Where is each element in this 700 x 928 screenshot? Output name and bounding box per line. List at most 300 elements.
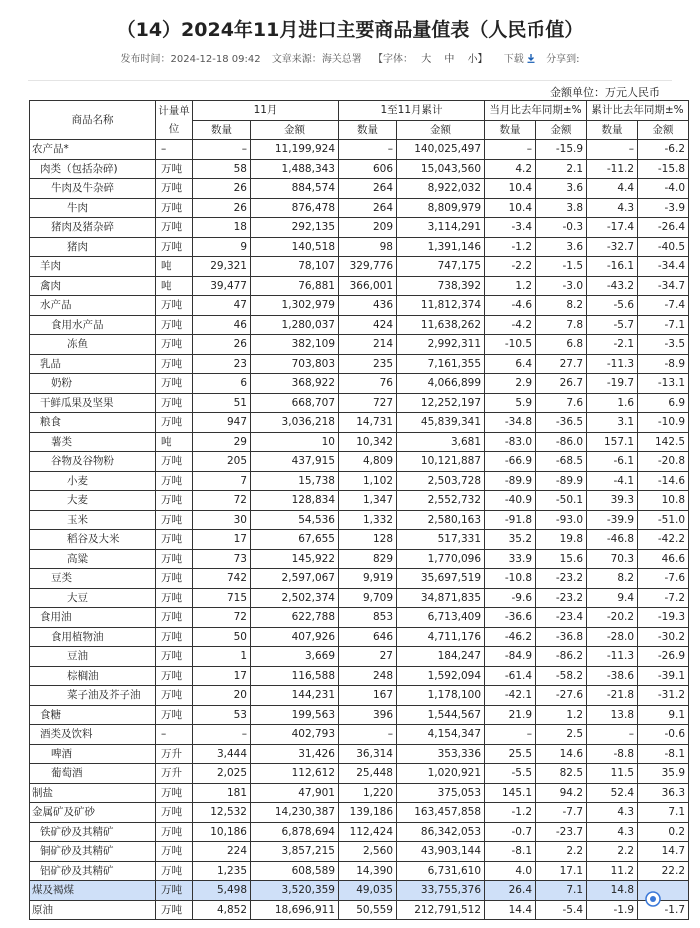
download-button[interactable] — [504, 54, 538, 65]
row-cum-qty: 727 — [339, 393, 397, 413]
table-row — [30, 725, 689, 745]
row-cum-amt-yoy: -13.1 — [638, 374, 689, 394]
row-name: 薯类 — [30, 432, 156, 452]
row-cum-qty-yoy: – — [587, 140, 638, 160]
row-month-qty-yoy: -34.8 — [485, 413, 536, 433]
table-row — [30, 803, 689, 823]
row-name: 谷物及谷物粉 — [30, 452, 156, 472]
row-month-qty-yoy: 1.2 — [485, 276, 536, 296]
source-label: 文章来源： — [271, 54, 322, 65]
row-unit: 万吨 — [156, 315, 193, 335]
row-cum-qty: 2,560 — [339, 842, 397, 862]
row-cum-qty-yoy: -1.9 — [587, 900, 638, 920]
row-month-amt: 11,199,924 — [251, 140, 339, 160]
row-cum-amt: 86,342,053 — [397, 822, 485, 842]
row-month-amt-yoy: -15.9 — [536, 140, 587, 160]
table-row — [30, 842, 689, 862]
row-cum-amt-yoy: -19.3 — [638, 608, 689, 628]
row-cum-amt: 375,053 — [397, 783, 485, 803]
meta-bar — [0, 52, 700, 68]
row-cum-qty: 214 — [339, 335, 397, 355]
row-month-amt: 1,302,979 — [251, 296, 339, 316]
row-month-amt: 3,857,215 — [251, 842, 339, 862]
table-row — [30, 705, 689, 725]
row-month-qty-yoy: -10.5 — [485, 335, 536, 355]
row-cum-qty: 27 — [339, 647, 397, 667]
font-large-button[interactable]: 大 — [421, 54, 432, 65]
row-cum-amt-yoy: -51.0 — [638, 510, 689, 530]
row-cum-qty: 9,709 — [339, 588, 397, 608]
row-cum-qty-yoy: 4.3 — [587, 198, 638, 218]
row-unit: 万吨 — [156, 159, 193, 179]
row-month-amt: 1,488,343 — [251, 159, 339, 179]
row-cum-amt: 45,839,341 — [397, 413, 485, 433]
font-medium-button[interactable]: 中 — [444, 54, 455, 65]
row-cum-amt: 738,392 — [397, 276, 485, 296]
row-name: 羊肉 — [30, 257, 156, 277]
row-unit: 万吨 — [156, 647, 193, 667]
row-cum-qty: 4,809 — [339, 452, 397, 472]
row-cum-qty-yoy: 4.3 — [587, 803, 638, 823]
row-cum-qty: 49,035 — [339, 881, 397, 901]
row-month-amt: 3,669 — [251, 647, 339, 667]
row-month-amt: 10 — [251, 432, 339, 452]
row-cum-amt: 2,580,163 — [397, 510, 485, 530]
row-name: 高粱 — [30, 549, 156, 569]
row-cum-qty-yoy: -11.3 — [587, 647, 638, 667]
table-row — [30, 432, 689, 452]
row-name: 食用水产品 — [30, 315, 156, 335]
row-cum-qty-yoy: -43.2 — [587, 276, 638, 296]
row-month-amt-yoy: -86.2 — [536, 647, 587, 667]
row-cum-amt-yoy: -34.7 — [638, 276, 689, 296]
row-cum-qty-yoy: -46.8 — [587, 530, 638, 550]
row-cum-qty: 1,220 — [339, 783, 397, 803]
row-cum-amt-yoy: 14.7 — [638, 842, 689, 862]
row-cum-amt: 10,121,887 — [397, 452, 485, 472]
table-row — [30, 471, 689, 491]
table-row — [30, 549, 689, 569]
row-cum-amt-yoy: -30.2 — [638, 627, 689, 647]
row-name: 牛肉及牛杂碎 — [30, 179, 156, 199]
row-name: 禽肉 — [30, 276, 156, 296]
header-qty: 数量 — [339, 120, 397, 140]
row-cum-qty-yoy: -6.1 — [587, 452, 638, 472]
row-month-qty: – — [193, 140, 251, 160]
row-name: 肉类（包括杂碎) — [30, 159, 156, 179]
row-cum-qty: 235 — [339, 354, 397, 374]
row-month-qty-yoy: 145.1 — [485, 783, 536, 803]
row-cum-amt-yoy: -40.5 — [638, 237, 689, 257]
row-cum-amt: 6,731,610 — [397, 861, 485, 881]
row-month-amt-yoy: -58.2 — [536, 666, 587, 686]
row-unit: 万吨 — [156, 588, 193, 608]
row-month-qty: 29 — [193, 432, 251, 452]
font-size-control — [373, 54, 496, 65]
row-month-amt: 18,696,911 — [251, 900, 339, 920]
row-unit: 万吨 — [156, 705, 193, 725]
row-month-qty-yoy: -36.6 — [485, 608, 536, 628]
row-month-qty-yoy: 4.2 — [485, 159, 536, 179]
row-cum-amt-yoy: -14.6 — [638, 471, 689, 491]
row-cum-qty-yoy: -38.6 — [587, 666, 638, 686]
row-name: 棕榈油 — [30, 666, 156, 686]
row-month-amt: 67,655 — [251, 530, 339, 550]
page-title: （14）2024年11月进口主要商品量值表（人民币值） — [116, 19, 584, 41]
row-cum-qty: 9,919 — [339, 569, 397, 589]
row-name: 食糖 — [30, 705, 156, 725]
row-month-qty: 30 — [193, 510, 251, 530]
source-info — [272, 54, 362, 65]
row-cum-qty: 50,559 — [339, 900, 397, 920]
row-month-amt-yoy: -23.4 — [536, 608, 587, 628]
row-cum-amt-yoy: -4.0 — [638, 179, 689, 199]
row-cum-qty: 36,314 — [339, 744, 397, 764]
row-cum-qty-yoy: -2.1 — [587, 335, 638, 355]
row-cum-qty: 329,776 — [339, 257, 397, 277]
row-cum-qty: 14,390 — [339, 861, 397, 881]
row-unit: 万吨 — [156, 471, 193, 491]
row-cum-amt-yoy: -10.9 — [638, 413, 689, 433]
row-month-qty: 742 — [193, 569, 251, 589]
row-month-amt-yoy: 8.2 — [536, 296, 587, 316]
row-month-qty: 39,477 — [193, 276, 251, 296]
row-cum-qty-yoy: -5.7 — [587, 315, 638, 335]
row-cum-qty: 98 — [339, 237, 397, 257]
row-month-amt: 128,834 — [251, 491, 339, 511]
row-name: 豆类 — [30, 569, 156, 589]
row-cum-amt-yoy: -6.2 — [638, 140, 689, 160]
row-cum-amt: 4,066,899 — [397, 374, 485, 394]
row-unit: 万吨 — [156, 803, 193, 823]
row-cum-qty: 209 — [339, 218, 397, 238]
row-name: 小麦 — [30, 471, 156, 491]
table-row — [30, 335, 689, 355]
row-month-amt: 2,597,067 — [251, 569, 339, 589]
row-month-amt-yoy: -5.4 — [536, 900, 587, 920]
row-cum-amt-yoy: 7.1 — [638, 803, 689, 823]
table-row — [30, 510, 689, 530]
row-month-amt: 3,520,359 — [251, 881, 339, 901]
row-month-amt-yoy: -68.5 — [536, 452, 587, 472]
row-month-qty: 29,321 — [193, 257, 251, 277]
table-row — [30, 374, 689, 394]
row-month-qty-yoy: -89.9 — [485, 471, 536, 491]
row-month-qty-yoy: -42.1 — [485, 686, 536, 706]
row-unit: 万吨 — [156, 608, 193, 628]
amount-unit-note: 金额单位：万元人民币 — [550, 86, 660, 99]
row-month-qty-yoy: 35.2 — [485, 530, 536, 550]
row-cum-amt: 34,871,835 — [397, 588, 485, 608]
row-month-qty-yoy: -3.4 — [485, 218, 536, 238]
row-month-qty-yoy: -1.2 — [485, 237, 536, 257]
row-cum-qty-yoy: 157.1 — [587, 432, 638, 452]
row-name: 农产品* — [30, 140, 156, 160]
row-name: 食用油 — [30, 608, 156, 628]
share-label[interactable]: 分享到: — [546, 54, 580, 65]
table-row — [30, 588, 689, 608]
row-cum-qty: 606 — [339, 159, 397, 179]
row-month-amt-yoy: -36.5 — [536, 413, 587, 433]
row-cum-qty: 1,102 — [339, 471, 397, 491]
row-month-amt: 292,135 — [251, 218, 339, 238]
row-month-amt-yoy: 2.1 — [536, 159, 587, 179]
row-month-qty: 2,025 — [193, 764, 251, 784]
row-month-amt-yoy: -27.6 — [536, 686, 587, 706]
row-cum-qty: 1,347 — [339, 491, 397, 511]
row-cum-qty: 25,448 — [339, 764, 397, 784]
row-cum-qty-yoy: 4.4 — [587, 179, 638, 199]
font-small-button[interactable]: 小】 — [467, 54, 488, 65]
font-label: 【字体： — [373, 54, 413, 65]
table-row — [30, 881, 689, 901]
row-cum-amt-yoy: -7.1 — [638, 315, 689, 335]
row-month-qty: 10,186 — [193, 822, 251, 842]
row-unit: 万吨 — [156, 354, 193, 374]
row-month-amt-yoy: 7.8 — [536, 315, 587, 335]
table-row — [30, 257, 689, 277]
row-month-qty: 224 — [193, 842, 251, 862]
row-month-qty-yoy: -10.8 — [485, 569, 536, 589]
row-month-qty-yoy: -40.9 — [485, 491, 536, 511]
row-month-amt-yoy: -23.2 — [536, 588, 587, 608]
row-name: 制盐 — [30, 783, 156, 803]
table-row — [30, 413, 689, 433]
row-cum-amt: 12,252,197 — [397, 393, 485, 413]
header-qty: 数量 — [485, 120, 536, 140]
row-cum-qty-yoy: -11.2 — [587, 159, 638, 179]
table-row — [30, 744, 689, 764]
row-cum-amt-yoy: 9.1 — [638, 705, 689, 725]
table-row — [30, 783, 689, 803]
data-table — [29, 100, 689, 920]
row-cum-amt: 517,331 — [397, 530, 485, 550]
row-month-amt-yoy: 6.8 — [536, 335, 587, 355]
row-cum-amt-yoy: 36.3 — [638, 783, 689, 803]
row-cum-qty-yoy: 14.8 — [587, 881, 638, 901]
row-month-qty: 72 — [193, 608, 251, 628]
row-name: 酒类及饮料 — [30, 725, 156, 745]
row-cum-amt-yoy: -42.2 — [638, 530, 689, 550]
row-month-qty-yoy: -61.4 — [485, 666, 536, 686]
row-cum-qty-yoy: 70.3 — [587, 549, 638, 569]
row-month-amt: 76,881 — [251, 276, 339, 296]
table-row — [30, 530, 689, 550]
row-unit: 万吨 — [156, 783, 193, 803]
table-row — [30, 608, 689, 628]
row-cum-amt: 33,755,376 — [397, 881, 485, 901]
row-unit: 万吨 — [156, 179, 193, 199]
row-month-qty: 18 — [193, 218, 251, 238]
table-row — [30, 218, 689, 238]
row-month-amt-yoy: -89.9 — [536, 471, 587, 491]
selection-handle-icon[interactable] — [645, 891, 661, 907]
table-row — [30, 569, 689, 589]
row-name: 水产品 — [30, 296, 156, 316]
row-unit: 万吨 — [156, 686, 193, 706]
table-row — [30, 354, 689, 374]
row-cum-qty-yoy: 1.6 — [587, 393, 638, 413]
row-month-qty: 947 — [193, 413, 251, 433]
row-cum-qty-yoy: 52.4 — [587, 783, 638, 803]
row-month-amt: 622,788 — [251, 608, 339, 628]
row-month-amt: 15,738 — [251, 471, 339, 491]
row-month-qty: 53 — [193, 705, 251, 725]
row-cum-qty: 1,332 — [339, 510, 397, 530]
table-row — [30, 686, 689, 706]
row-name: 粮食 — [30, 413, 156, 433]
row-unit: 万吨 — [156, 569, 193, 589]
row-unit: 万吨 — [156, 237, 193, 257]
row-name: 金属矿及矿砂 — [30, 803, 156, 823]
row-cum-qty-yoy: 4.3 — [587, 822, 638, 842]
row-cum-qty-yoy: -8.8 — [587, 744, 638, 764]
row-cum-qty: 424 — [339, 315, 397, 335]
row-month-qty-yoy: -5.5 — [485, 764, 536, 784]
divider — [28, 80, 672, 81]
publish-info — [121, 54, 261, 65]
table-row — [30, 861, 689, 881]
row-month-qty-yoy: -46.2 — [485, 627, 536, 647]
row-month-amt-yoy: -86.0 — [536, 432, 587, 452]
header-amt: 金额 — [251, 120, 339, 140]
row-month-amt: 1,280,037 — [251, 315, 339, 335]
row-cum-qty: 76 — [339, 374, 397, 394]
row-cum-qty-yoy: -19.7 — [587, 374, 638, 394]
row-cum-qty-yoy: -21.8 — [587, 686, 638, 706]
row-month-qty-yoy: 4.0 — [485, 861, 536, 881]
row-unit: 万吨 — [156, 900, 193, 920]
row-month-amt-yoy: 15.6 — [536, 549, 587, 569]
row-name: 干鲜瓜果及坚果 — [30, 393, 156, 413]
row-cum-qty: 853 — [339, 608, 397, 628]
row-month-amt: 78,107 — [251, 257, 339, 277]
row-cum-amt-yoy: 46.6 — [638, 549, 689, 569]
table-body — [30, 140, 689, 920]
row-month-qty-yoy: 26.4 — [485, 881, 536, 901]
row-unit: 吨 — [156, 276, 193, 296]
row-cum-amt: 8,922,032 — [397, 179, 485, 199]
row-month-amt-yoy: -0.3 — [536, 218, 587, 238]
header-cum-yoy: 累计比去年同期±% — [587, 101, 689, 121]
row-month-qty-yoy: -4.6 — [485, 296, 536, 316]
row-cum-amt: 11,812,374 — [397, 296, 485, 316]
row-month-qty: 50 — [193, 627, 251, 647]
table-row — [30, 764, 689, 784]
row-cum-amt: 1,020,921 — [397, 764, 485, 784]
row-cum-qty-yoy: -11.3 — [587, 354, 638, 374]
publish-label: 发布时间： — [120, 54, 171, 65]
row-cum-qty-yoy: – — [587, 725, 638, 745]
row-month-qty-yoy: 25.5 — [485, 744, 536, 764]
header-cumulative: 1至11月累计 — [339, 101, 485, 121]
row-cum-qty: 112,424 — [339, 822, 397, 842]
row-cum-amt: 4,711,176 — [397, 627, 485, 647]
row-unit: 万吨 — [156, 549, 193, 569]
row-cum-qty: 139,186 — [339, 803, 397, 823]
row-month-qty-yoy: -66.9 — [485, 452, 536, 472]
row-name: 食用植物油 — [30, 627, 156, 647]
row-cum-amt-yoy: -8.9 — [638, 354, 689, 374]
row-month-qty: – — [193, 725, 251, 745]
row-month-amt: 140,518 — [251, 237, 339, 257]
row-cum-amt: 1,391,146 — [397, 237, 485, 257]
row-name: 豆油 — [30, 647, 156, 667]
row-cum-qty-yoy: 13.8 — [587, 705, 638, 725]
row-cum-amt-yoy: -0.6 — [638, 725, 689, 745]
header-month: 11月 — [193, 101, 339, 121]
row-cum-amt: 2,503,728 — [397, 471, 485, 491]
row-month-amt-yoy: 26.7 — [536, 374, 587, 394]
row-month-qty-yoy: -83.0 — [485, 432, 536, 452]
row-cum-qty-yoy: -39.9 — [587, 510, 638, 530]
row-month-amt-yoy: 2.2 — [536, 842, 587, 862]
row-cum-amt-yoy: 35.9 — [638, 764, 689, 784]
row-name: 猪肉及猪杂碎 — [30, 218, 156, 238]
row-cum-qty-yoy: 2.2 — [587, 842, 638, 862]
row-unit: 万升 — [156, 764, 193, 784]
row-cum-amt-yoy: -39.1 — [638, 666, 689, 686]
row-month-qty: 17 — [193, 666, 251, 686]
row-cum-amt-yoy: 6.9 — [638, 393, 689, 413]
table-row — [30, 296, 689, 316]
row-month-qty-yoy: – — [485, 140, 536, 160]
row-month-amt-yoy: 7.1 — [536, 881, 587, 901]
row-month-amt: 368,922 — [251, 374, 339, 394]
download-label: 下载 — [503, 54, 524, 65]
row-month-amt-yoy: -1.5 — [536, 257, 587, 277]
row-cum-amt-yoy: -15.8 — [638, 159, 689, 179]
row-cum-amt: 184,247 — [397, 647, 485, 667]
row-month-qty: 26 — [193, 335, 251, 355]
row-unit: 吨 — [156, 257, 193, 277]
row-month-amt: 407,926 — [251, 627, 339, 647]
row-cum-qty: 14,731 — [339, 413, 397, 433]
table-row — [30, 452, 689, 472]
row-cum-qty: 436 — [339, 296, 397, 316]
table-row — [30, 140, 689, 160]
row-cum-amt-yoy: -26.9 — [638, 647, 689, 667]
row-cum-amt-yoy: -7.6 — [638, 569, 689, 589]
row-cum-amt: 3,114,291 — [397, 218, 485, 238]
row-month-qty: 46 — [193, 315, 251, 335]
row-cum-amt-yoy: -26.4 — [638, 218, 689, 238]
row-cum-amt-yoy: -20.8 — [638, 452, 689, 472]
row-month-qty-yoy: -84.9 — [485, 647, 536, 667]
row-month-amt-yoy: 82.5 — [536, 764, 587, 784]
row-month-qty-yoy: -1.2 — [485, 803, 536, 823]
row-month-amt: 47,901 — [251, 783, 339, 803]
row-month-amt: 876,478 — [251, 198, 339, 218]
row-name: 原油 — [30, 900, 156, 920]
row-cum-amt: 4,154,347 — [397, 725, 485, 745]
row-month-qty-yoy: – — [485, 725, 536, 745]
row-cum-amt: 8,809,979 — [397, 198, 485, 218]
row-month-amt: 31,426 — [251, 744, 339, 764]
header-month-yoy: 当月比去年同期±% — [485, 101, 587, 121]
row-cum-qty: 646 — [339, 627, 397, 647]
row-month-qty: 181 — [193, 783, 251, 803]
row-month-amt-yoy: 27.7 — [536, 354, 587, 374]
row-cum-amt-yoy: 142.5 — [638, 432, 689, 452]
table-row — [30, 627, 689, 647]
row-month-qty: 6 — [193, 374, 251, 394]
row-cum-qty: 829 — [339, 549, 397, 569]
row-unit: 万吨 — [156, 393, 193, 413]
row-month-qty: 72 — [193, 491, 251, 511]
table-row — [30, 315, 689, 335]
row-cum-qty-yoy: 11.2 — [587, 861, 638, 881]
